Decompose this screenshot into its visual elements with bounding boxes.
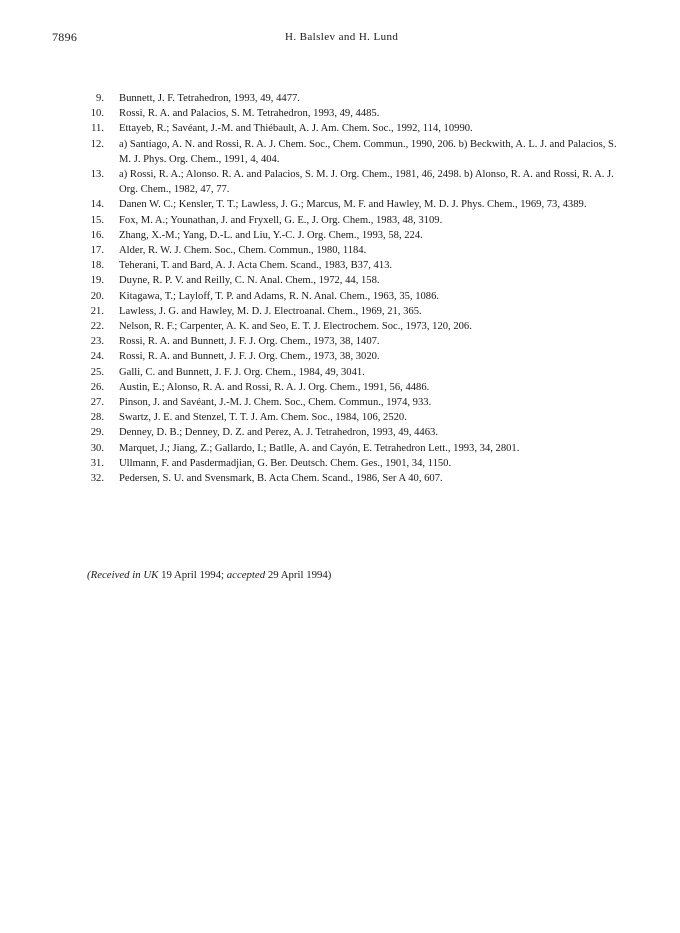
reference-number: 32. xyxy=(90,473,104,485)
reference-number: 28. xyxy=(90,412,104,424)
received-note xyxy=(87,569,331,581)
reference-item xyxy=(82,243,627,258)
reference-text: Galli, C. and Bunnett, J. F. J. Org. Chem., 1984, 49, 3041. xyxy=(119,366,365,378)
reference-number: 29. xyxy=(90,427,104,439)
reference-item xyxy=(82,395,627,410)
reference-list xyxy=(82,91,627,486)
reference-number: 31. xyxy=(90,457,104,469)
reference-item xyxy=(82,334,627,349)
reference-text: Pedersen, S. U. and Svensmark, B. Acta Chem. Scand., 1986, Ser A 40, 607. xyxy=(119,473,443,485)
reference-item xyxy=(82,319,627,334)
reference-number: 22. xyxy=(90,321,104,333)
reference-number: 16. xyxy=(90,229,104,241)
reference-item xyxy=(82,410,627,425)
reference-item xyxy=(82,349,627,364)
reference-text: Ullmann, F. and Pasdermadjian, G. Ber. Deutsch. Chem. Ges., 1901, 34, 1150. xyxy=(119,457,452,469)
reference-number: 27. xyxy=(90,397,104,409)
reference-text: Marquet, J.; Jiang, Z.; Gallardo, I.; Batlle, A. and Cayón, E. Tetrahedron Lett., 1993, 34, 2801. xyxy=(119,442,520,454)
reference-text: Alder, R. W. J. Chem. Soc., Chem. Commun., 1980, 1184. xyxy=(119,245,367,257)
reference-number: 30. xyxy=(90,442,104,454)
reference-text: Rossi, R. A. and Bunnett, J. F. J. Org. Chem., 1973, 38, 3020. xyxy=(119,351,380,363)
reference-number: 21. xyxy=(90,305,104,317)
reference-item xyxy=(82,289,627,304)
reference-item xyxy=(82,456,627,471)
reference-number: 11. xyxy=(91,123,104,135)
reference-number: 24. xyxy=(90,351,104,363)
reference-text: Denney, D. B.; Denney, D. Z. and Perez, A. J. Tetrahedron, 1993, 49, 4463. xyxy=(119,427,438,439)
reference-number: 25. xyxy=(90,366,104,378)
received-date: 19 April 1994; xyxy=(161,569,225,581)
reference-number: 10. xyxy=(90,108,104,120)
accepted-date: 29 April 1994) xyxy=(267,569,332,581)
reference-number: 19. xyxy=(90,275,104,287)
reference-number: 26. xyxy=(90,381,104,393)
reference-text: Austin, E.; Alonso, R. A. and Rossi, R. A. J. Org. Chem., 1991, 56, 4486. xyxy=(119,381,430,393)
reference-item xyxy=(82,213,627,228)
reference-number: 9. xyxy=(96,93,104,104)
reference-number: 12. xyxy=(90,138,104,150)
reference-text: Teherani, T. and Bard, A. J. Acta Chem. Scand., 1983, B37, 413. xyxy=(119,260,393,272)
reference-text: Ettayeb, R.; Savéant, J.-M. and Thiébault, A. J. Am. Chem. Soc., 1992, 114, 10990. xyxy=(119,123,473,135)
reference-text: Fox, M. A.; Younathan, J. and Fryxell, G. E., J. Org. Chem., 1983, 48, 3109. xyxy=(119,214,443,226)
reference-text: Bunnett, J. F. Tetrahedron, 1993, 49, 4477. xyxy=(119,93,300,104)
reference-item xyxy=(82,425,627,440)
reference-number: 20. xyxy=(90,290,104,302)
reference-item xyxy=(82,197,627,212)
reference-item xyxy=(82,304,627,319)
reference-number: 14. xyxy=(90,199,104,211)
reference-item xyxy=(82,106,627,121)
reference-item xyxy=(82,137,627,167)
reference-text: Rossi, R. A. and Bunnett, J. F. J. Org. Chem., 1973, 38, 1407. xyxy=(119,336,380,348)
reference-text: a) Rossi, R. A.; Alonso. R. A. and Palacios, S. M. J. Org. Chem., 1981, 46, 2498. b) Alonso, R. A. and Rossi, R. A. J. Org. Chem., 1982, 47, 77. xyxy=(119,169,614,196)
reference-text: Nelson, R. F.; Carpenter, A. K. and Seo, E. T. J. Electrochem. Soc., 1973, 120, 206. xyxy=(119,321,472,333)
reference-number: 18. xyxy=(90,260,104,272)
reference-number: 17. xyxy=(90,245,104,257)
reference-item xyxy=(82,380,627,395)
reference-item xyxy=(82,441,627,456)
reference-item xyxy=(82,228,627,243)
accepted-label: accepted xyxy=(226,569,266,581)
reference-item xyxy=(82,91,627,106)
reference-item xyxy=(82,365,627,380)
reference-text: Kitagawa, T.; Layloff, T. P. and Adams, R. N. Anal. Chem., 1963, 35, 1086. xyxy=(119,290,440,302)
reference-item xyxy=(82,471,627,486)
reference-text: Danen W. C.; Kensler, T. T.; Lawless, J. G.; Marcus, M. F. and Hawley, M. D. J. Phys. Chem., 1969, 73, 4389. xyxy=(119,199,587,211)
reference-item xyxy=(82,258,627,273)
reference-item xyxy=(82,167,627,197)
received-label: (Received in UK xyxy=(87,569,159,581)
reference-text: a) Santiago, A. N. and Rossi, R. A. J. Chem. Soc., Chem. Commun., 1990, 206. b) Beckwith, A. L. J. and Palacios, S. M. J. Phys. Org. Chem., 1991, 4, 404. xyxy=(119,138,617,165)
reference-text: Lawless, J. G. and Hawley, M. D. J. Electroanal. Chem., 1969, 21, 365. xyxy=(119,305,422,317)
reference-number: 15. xyxy=(90,214,104,226)
reference-item xyxy=(82,121,627,136)
running-head: H. Balslev and H. Lund xyxy=(285,31,399,43)
reference-text: Duyne, R. P. V. and Reilly, C. N. Anal. Chem., 1972, 44, 158. xyxy=(119,275,380,287)
reference-number: 23. xyxy=(90,336,104,348)
reference-text: Swartz, J. E. and Stenzel, T. T. J. Am. Chem. Soc., 1984, 106, 2520. xyxy=(119,412,407,424)
reference-number: 13. xyxy=(90,169,104,181)
page-number: 7896 xyxy=(52,30,78,44)
reference-item xyxy=(82,273,627,288)
reference-text: Zhang, X.-M.; Yang, D.-L. and Liu, Y.-C. J. Org. Chem., 1993, 58, 224. xyxy=(119,229,423,241)
reference-text: Rossi, R. A. and Palacios, S. M. Tetrahedron, 1993, 49, 4485. xyxy=(119,108,380,120)
reference-text: Pinson, J. and Savéant, J.-M. J. Chem. Soc., Chem. Commun., 1974, 933. xyxy=(119,397,432,409)
